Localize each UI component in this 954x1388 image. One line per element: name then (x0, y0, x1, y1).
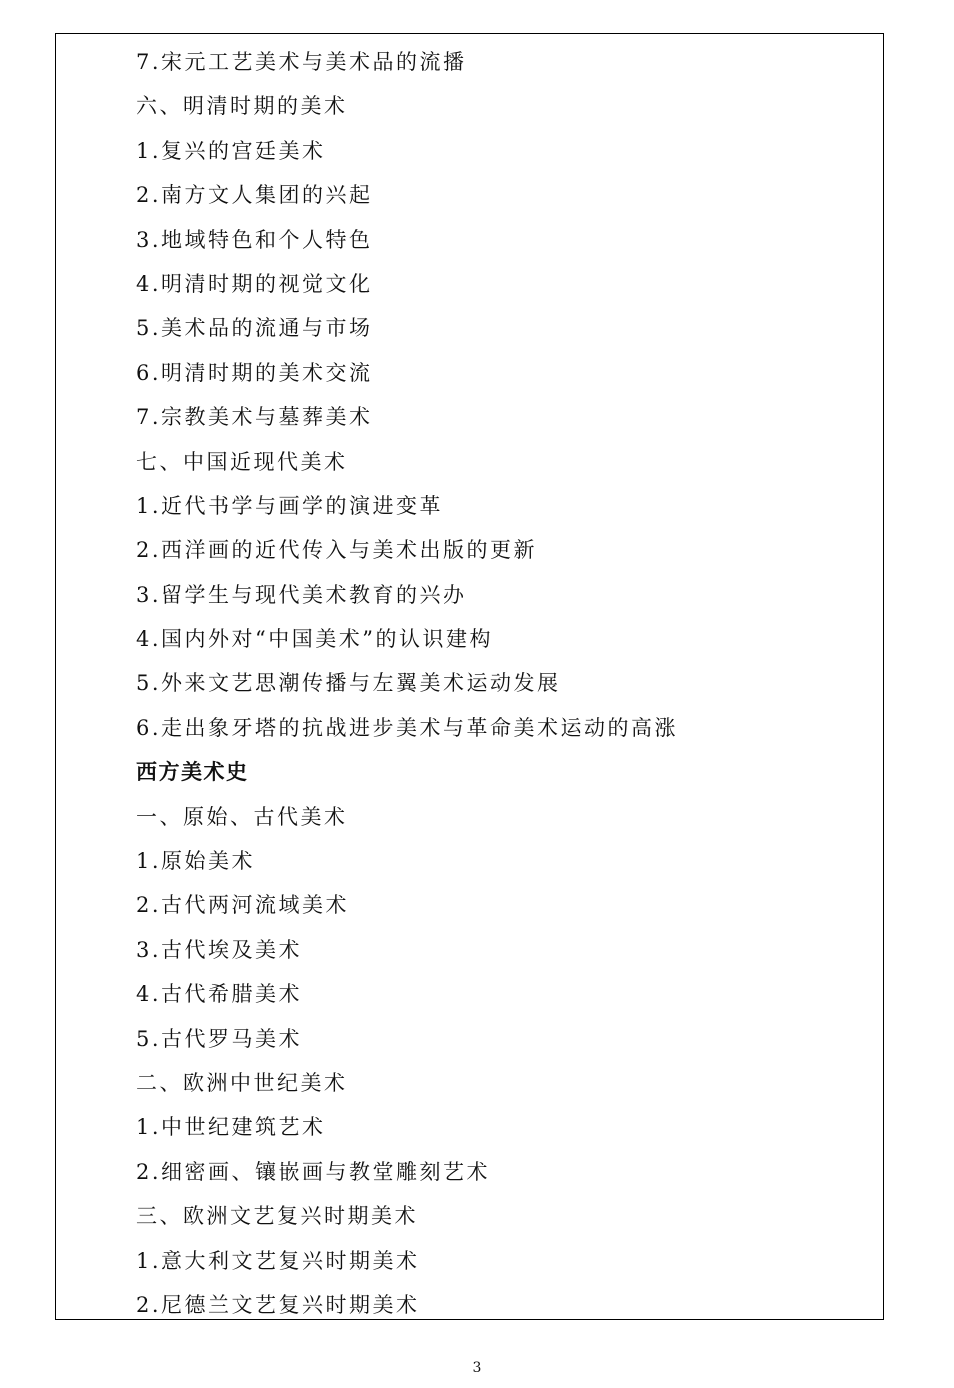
outline-item: 二、欧洲中世纪美术 (136, 1070, 348, 1095)
outline-item: 2.南方文人集团的兴起 (136, 183, 373, 208)
outline-item: 1.意大利文艺复兴时期美术 (136, 1248, 420, 1273)
outline-item: 7.宋元工艺美术与美术品的流播 (136, 50, 467, 74)
outline-item: 1.中世纪建筑艺术 (136, 1115, 326, 1140)
outline-item: 1.近代书学与画学的演进变革 (136, 493, 444, 518)
outline-item: 一、原始、古代美术 (136, 804, 348, 829)
outline-item: 4.明清时期的视觉文化 (136, 271, 373, 296)
outline-item: 2.细密画、镶嵌画与教堂雕刻艺术 (136, 1159, 491, 1184)
outline-item: 5.美术品的流通与市场 (136, 316, 373, 341)
outline-item: 1.复兴的宫廷美术 (136, 138, 326, 163)
page-number: 3 (472, 1360, 482, 1376)
outline-item: 4.国内外对“中国美术”的认识建构 (136, 627, 494, 652)
outline-item: 6.明清时期的美术交流 (136, 360, 373, 385)
outline-item: 3.古代埃及美术 (136, 937, 303, 962)
outline-item: 1.原始美术 (136, 849, 256, 874)
outline-item: 2.古代两河流域美术 (136, 893, 350, 918)
outline-item: 2.尼德兰文艺复兴时期美术 (136, 1292, 420, 1317)
outline-item: 7.宗教美术与墓葬美术 (136, 405, 373, 430)
content-frame (55, 33, 884, 1320)
outline-item: 6.走出象牙塔的抗战进步美术与革命美术运动的高涨 (136, 715, 679, 740)
outline-item: 3.地域特色和个人特色 (136, 227, 373, 252)
outline-item: 4.古代希腊美术 (136, 982, 303, 1007)
outline-item: 5.外来文艺思潮传播与左翼美术运动发展 (136, 671, 561, 696)
outline-item: 七、中国近现代美术 (136, 449, 348, 474)
outline-item: 3.留学生与现代美术教育的兴办 (136, 582, 467, 607)
outline-item: 2.西洋画的近代传入与美术出版的更新 (136, 538, 538, 563)
outline-list (136, 47, 678, 1334)
outline-item: 六、明清时期的美术 (136, 94, 348, 119)
outline-item: 三、欧洲文艺复兴时期美术 (136, 1204, 418, 1229)
outline-item: 5.古代罗马美术 (136, 1026, 303, 1051)
section-heading: 西方美术史 (136, 759, 249, 785)
